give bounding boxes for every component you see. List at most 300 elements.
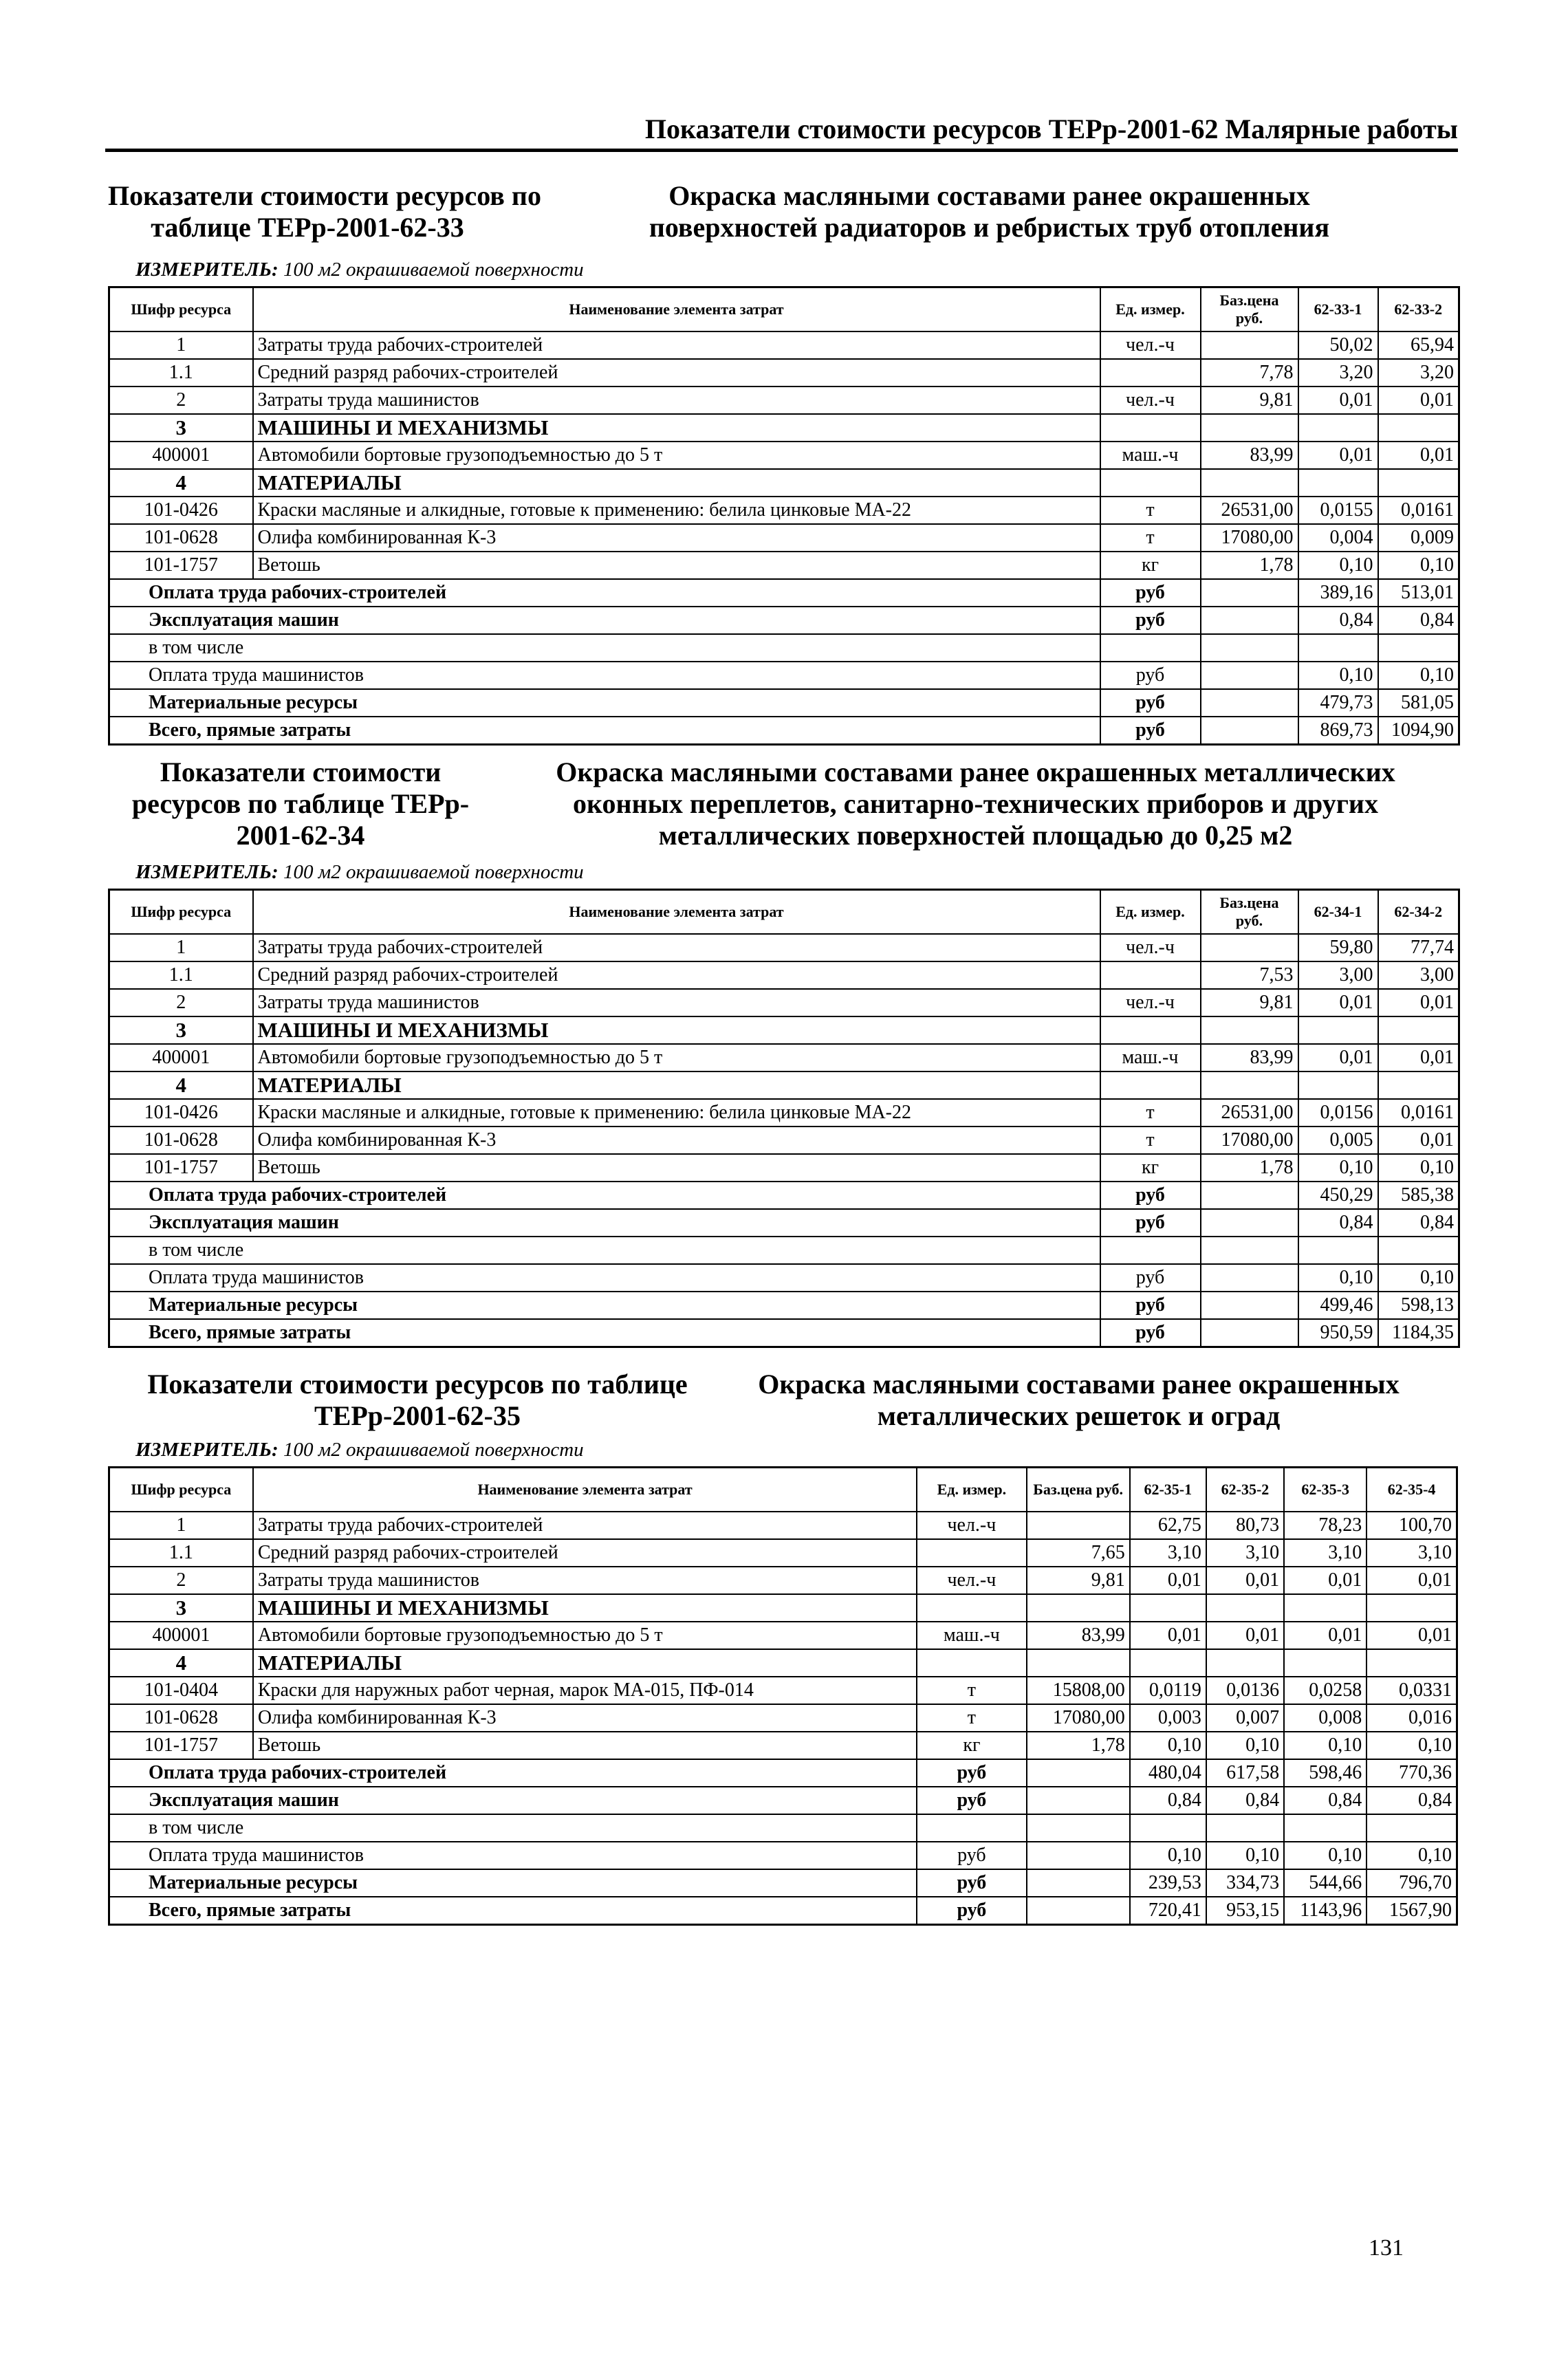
unit: т bbox=[1100, 1127, 1201, 1154]
norm-value: 0,84 bbox=[1298, 1209, 1378, 1237]
norm-value: 598,46 bbox=[1284, 1759, 1366, 1787]
summary-row bbox=[109, 1264, 1459, 1292]
table-row bbox=[109, 961, 1459, 989]
unit: руб bbox=[917, 1869, 1026, 1897]
unit bbox=[917, 1539, 1026, 1567]
norm-value bbox=[1366, 1594, 1457, 1622]
measure-value: 100 м2 окрашиваемой поверхности bbox=[278, 1439, 584, 1461]
resource-code: 400001 bbox=[109, 442, 253, 469]
title-line: Окраска масляными составами ранее окрашенных bbox=[758, 1369, 1400, 1400]
table-row bbox=[109, 934, 1459, 961]
norm-value: 0,0331 bbox=[1366, 1677, 1457, 1704]
section-row bbox=[109, 469, 1459, 497]
norm-value: 953,15 bbox=[1206, 1897, 1284, 1925]
base-price bbox=[1201, 1209, 1298, 1237]
norm-value bbox=[1366, 1649, 1457, 1677]
norm-value bbox=[1298, 414, 1378, 442]
norm-value: 0,01 bbox=[1298, 442, 1378, 469]
summary-name: Всего, прямые затраты bbox=[109, 1897, 917, 1925]
base-price: 83,99 bbox=[1201, 442, 1298, 469]
column-header: 62-34-2 bbox=[1378, 890, 1459, 935]
base-price: 83,99 bbox=[1027, 1622, 1130, 1649]
base-price bbox=[1201, 1319, 1298, 1347]
resource-table bbox=[108, 1466, 1458, 1926]
norm-value: 0,84 bbox=[1378, 1209, 1459, 1237]
norm-value: 0,003 bbox=[1130, 1704, 1206, 1732]
norm-value: 65,94 bbox=[1378, 331, 1459, 359]
norm-value: 0,10 bbox=[1130, 1732, 1206, 1759]
unit: руб bbox=[1100, 1264, 1201, 1292]
title-line: оконных переплетов, санитарно-технических приборов и других bbox=[573, 788, 1378, 819]
unit bbox=[1100, 414, 1201, 442]
resource-code: 2 bbox=[109, 1567, 253, 1594]
norm-value bbox=[1378, 1016, 1459, 1044]
unit bbox=[917, 1814, 1026, 1842]
norm-value: 0,10 bbox=[1284, 1732, 1366, 1759]
unit: руб bbox=[1100, 607, 1201, 634]
unit: маш.-ч bbox=[1100, 1044, 1201, 1071]
column-header: 62-33-2 bbox=[1378, 287, 1459, 332]
column-header: Ед. измер. bbox=[1100, 287, 1201, 332]
measure-label: ИЗМЕРИТЕЛЬ: bbox=[135, 1439, 279, 1461]
norm-value: 77,74 bbox=[1378, 934, 1459, 961]
base-price bbox=[1027, 1649, 1130, 1677]
norm-value: 1143,96 bbox=[1284, 1897, 1366, 1925]
column-header: Наименование элемента затрат bbox=[253, 287, 1100, 332]
unit: руб bbox=[917, 1759, 1026, 1787]
summary-row bbox=[109, 1787, 1457, 1814]
unit bbox=[917, 1594, 1026, 1622]
title-line: Показатели стоимости ресурсов по таблице bbox=[147, 1369, 688, 1400]
norm-value bbox=[1378, 634, 1459, 662]
summary-row bbox=[109, 1292, 1459, 1319]
table-title-right bbox=[521, 180, 1458, 243]
resource-code: 101-0426 bbox=[109, 497, 253, 524]
cost-element-name: МАШИНЫ И МЕХАНИЗМЫ bbox=[253, 1594, 917, 1622]
norm-value: 3,10 bbox=[1206, 1539, 1284, 1567]
summary-name: Материальные ресурсы bbox=[109, 1869, 917, 1897]
table-row bbox=[109, 387, 1459, 414]
summary-row bbox=[109, 689, 1459, 717]
unit: т bbox=[1100, 524, 1201, 552]
norm-value: 480,04 bbox=[1130, 1759, 1206, 1787]
column-header: Наименование элемента затрат bbox=[253, 890, 1100, 935]
norm-value: 0,01 bbox=[1298, 387, 1378, 414]
table-row bbox=[109, 1154, 1459, 1182]
table-row bbox=[109, 989, 1459, 1016]
norm-value: 0,84 bbox=[1378, 607, 1459, 634]
norm-value bbox=[1298, 469, 1378, 497]
norm-value bbox=[1284, 1814, 1366, 1842]
column-header: Баз.цена руб. bbox=[1201, 890, 1298, 935]
measure-unit bbox=[135, 860, 1458, 884]
table-title-right bbox=[699, 1369, 1458, 1432]
unit: руб bbox=[1100, 689, 1201, 717]
table-row bbox=[109, 1622, 1457, 1649]
cost-element-name: Средний разряд рабочих-строителей bbox=[253, 1539, 917, 1567]
norm-value: 3,10 bbox=[1130, 1539, 1206, 1567]
norm-value bbox=[1298, 1016, 1378, 1044]
title-line: ТЕРр-2001-62-35 bbox=[314, 1400, 521, 1431]
base-price: 26531,00 bbox=[1201, 1099, 1298, 1127]
resource-table bbox=[108, 286, 1460, 746]
summary-row bbox=[109, 634, 1459, 662]
column-header: Шифр ресурса bbox=[109, 1468, 253, 1512]
norm-value: 0,10 bbox=[1378, 1264, 1459, 1292]
base-price: 9,81 bbox=[1201, 387, 1298, 414]
measure-value: 100 м2 окрашиваемой поверхности bbox=[278, 861, 584, 883]
resource-code: 400001 bbox=[109, 1622, 253, 1649]
unit bbox=[917, 1649, 1026, 1677]
summary-row bbox=[109, 662, 1459, 689]
base-price bbox=[1201, 689, 1298, 717]
unit: руб bbox=[1100, 1319, 1201, 1347]
unit bbox=[1100, 1237, 1201, 1264]
norm-value: 0,84 bbox=[1284, 1787, 1366, 1814]
summary-row bbox=[109, 1869, 1457, 1897]
resource-code: 1 bbox=[109, 1512, 253, 1539]
base-price bbox=[1201, 469, 1298, 497]
resource-code: 4 bbox=[109, 1649, 253, 1677]
base-price bbox=[1027, 1897, 1130, 1925]
title-line: металлических решеток и оград bbox=[877, 1400, 1281, 1431]
resource-code: 1.1 bbox=[109, 359, 253, 387]
base-price: 83,99 bbox=[1201, 1044, 1298, 1071]
resource-code: 4 bbox=[109, 1071, 253, 1099]
norm-value: 239,53 bbox=[1130, 1869, 1206, 1897]
unit: чел.-ч bbox=[1100, 934, 1201, 961]
column-header: Ед. измер. bbox=[917, 1468, 1026, 1512]
section-row bbox=[109, 1071, 1459, 1099]
table-header-row bbox=[109, 890, 1459, 935]
cost-element-name: МАШИНЫ И МЕХАНИЗМЫ bbox=[253, 1016, 1100, 1044]
table-row bbox=[109, 1539, 1457, 1567]
resource-code: 2 bbox=[109, 989, 253, 1016]
column-header: Наименование элемента затрат bbox=[253, 1468, 917, 1512]
summary-name: Оплата труда машинистов bbox=[109, 1264, 1100, 1292]
table-title-left bbox=[108, 757, 493, 851]
norm-value: 544,66 bbox=[1284, 1869, 1366, 1897]
unit: руб bbox=[917, 1897, 1026, 1925]
base-price bbox=[1027, 1512, 1130, 1539]
section-row bbox=[109, 1649, 1457, 1677]
resource-code: 101-1757 bbox=[109, 1732, 253, 1759]
norm-value: 1094,90 bbox=[1378, 717, 1459, 745]
title-line: металлических поверхностей площадью до 0,25 м2 bbox=[658, 820, 1293, 851]
norm-value: 0,10 bbox=[1298, 662, 1378, 689]
norm-value bbox=[1298, 1071, 1378, 1099]
unit: руб bbox=[1100, 662, 1201, 689]
norm-value: 0,01 bbox=[1298, 1044, 1378, 1071]
norm-value bbox=[1130, 1814, 1206, 1842]
norm-value: 0,0258 bbox=[1284, 1677, 1366, 1704]
unit: маш.-ч bbox=[1100, 442, 1201, 469]
norm-value: 0,008 bbox=[1284, 1704, 1366, 1732]
base-price: 15808,00 bbox=[1027, 1677, 1130, 1704]
unit: руб bbox=[917, 1787, 1026, 1814]
norm-value: 0,01 bbox=[1206, 1567, 1284, 1594]
norm-value: 0,01 bbox=[1284, 1622, 1366, 1649]
column-header: 62-35-2 bbox=[1206, 1468, 1284, 1512]
norm-value: 3,00 bbox=[1298, 961, 1378, 989]
summary-name: Оплата труда рабочих-строителей bbox=[109, 579, 1100, 607]
cost-element-name: Затраты труда машинистов bbox=[253, 387, 1100, 414]
unit: маш.-ч bbox=[917, 1622, 1026, 1649]
resource-code: 2 bbox=[109, 387, 253, 414]
cost-element-name: Ветошь bbox=[253, 552, 1100, 579]
table-header-row bbox=[109, 1468, 1457, 1512]
summary-row bbox=[109, 1209, 1459, 1237]
norm-value: 869,73 bbox=[1298, 717, 1378, 745]
unit bbox=[1100, 359, 1201, 387]
norm-value: 0,01 bbox=[1298, 989, 1378, 1016]
title-line: 2001-62-34 bbox=[236, 820, 365, 851]
unit: чел.-ч bbox=[1100, 989, 1201, 1016]
table-row bbox=[109, 1099, 1459, 1127]
cost-element-name: Автомобили бортовые грузоподъемностью до 5 т bbox=[253, 1044, 1100, 1071]
summary-row bbox=[109, 1319, 1459, 1347]
table-title-left bbox=[108, 180, 541, 243]
cost-element-name: Средний разряд рабочих-строителей bbox=[253, 359, 1100, 387]
base-price: 7,65 bbox=[1027, 1539, 1130, 1567]
resource-code: 101-0628 bbox=[109, 1704, 253, 1732]
table-row bbox=[109, 1677, 1457, 1704]
title-line: Окраска масляными составами ранее окрашенных металлических bbox=[556, 757, 1395, 787]
norm-value bbox=[1206, 1594, 1284, 1622]
unit: т bbox=[1100, 497, 1201, 524]
norm-value: 0,10 bbox=[1130, 1842, 1206, 1869]
summary-name: Оплата труда машинистов bbox=[109, 1842, 917, 1869]
measure-unit bbox=[135, 1437, 1458, 1462]
norm-value: 0,007 bbox=[1206, 1704, 1284, 1732]
norm-value: 0,84 bbox=[1130, 1787, 1206, 1814]
norm-value bbox=[1206, 1649, 1284, 1677]
unit bbox=[1100, 1071, 1201, 1099]
table-row bbox=[109, 552, 1459, 579]
norm-value: 598,13 bbox=[1378, 1292, 1459, 1319]
norm-value: 0,01 bbox=[1284, 1567, 1366, 1594]
norm-value: 0,01 bbox=[1206, 1622, 1284, 1649]
norm-value: 1184,35 bbox=[1378, 1319, 1459, 1347]
summary-name: Всего, прямые затраты bbox=[109, 717, 1100, 745]
norm-value bbox=[1378, 1071, 1459, 1099]
unit: чел.-ч bbox=[917, 1512, 1026, 1539]
base-price: 1,78 bbox=[1201, 552, 1298, 579]
norm-value: 0,10 bbox=[1298, 1264, 1378, 1292]
resource-code: 101-1757 bbox=[109, 1154, 253, 1182]
norm-value: 334,73 bbox=[1206, 1869, 1284, 1897]
unit bbox=[1100, 961, 1201, 989]
page-number: 131 bbox=[1369, 2235, 1404, 2261]
cost-element-name: Затраты труда рабочих-строителей bbox=[253, 331, 1100, 359]
norm-value: 3,10 bbox=[1284, 1539, 1366, 1567]
norm-value: 720,41 bbox=[1130, 1897, 1206, 1925]
norm-value: 50,02 bbox=[1298, 331, 1378, 359]
unit: чел.-ч bbox=[1100, 387, 1201, 414]
norm-value: 0,009 bbox=[1378, 524, 1459, 552]
unit: руб bbox=[1100, 579, 1201, 607]
norm-value: 0,10 bbox=[1298, 552, 1378, 579]
resource-code: 101-0628 bbox=[109, 1127, 253, 1154]
resource-code: 3 bbox=[109, 414, 253, 442]
summary-name: в том числе bbox=[109, 1237, 1100, 1264]
summary-name: Оплата труда рабочих-строителей bbox=[109, 1759, 917, 1787]
norm-value: 0,84 bbox=[1298, 607, 1378, 634]
cost-element-name: Затраты труда машинистов bbox=[253, 1567, 917, 1594]
norm-value: 0,10 bbox=[1378, 662, 1459, 689]
base-price bbox=[1201, 1071, 1298, 1099]
norm-value: 0,0136 bbox=[1206, 1677, 1284, 1704]
base-price: 7,53 bbox=[1201, 961, 1298, 989]
norm-value: 0,10 bbox=[1206, 1842, 1284, 1869]
cost-element-name: МАТЕРИАЛЫ bbox=[253, 469, 1100, 497]
base-price bbox=[1027, 1759, 1130, 1787]
column-header: Баз.цена руб. bbox=[1201, 287, 1298, 332]
norm-value: 796,70 bbox=[1366, 1869, 1457, 1897]
resource-table-section-62-34 bbox=[108, 757, 1458, 1348]
table-header-row bbox=[109, 287, 1459, 332]
cost-element-name: Затраты труда машинистов bbox=[253, 989, 1100, 1016]
section-row bbox=[109, 1016, 1459, 1044]
summary-row bbox=[109, 717, 1459, 745]
resource-code: 101-1757 bbox=[109, 552, 253, 579]
norm-value: 3,10 bbox=[1366, 1539, 1457, 1567]
resource-table-section-62-35 bbox=[108, 1369, 1458, 1926]
summary-name: в том числе bbox=[109, 1814, 917, 1842]
norm-value: 0,0161 bbox=[1378, 497, 1459, 524]
resource-code: 101-0628 bbox=[109, 524, 253, 552]
table-row bbox=[109, 1044, 1459, 1071]
summary-name: Материальные ресурсы bbox=[109, 689, 1100, 717]
norm-value bbox=[1298, 634, 1378, 662]
base-price: 17080,00 bbox=[1027, 1704, 1130, 1732]
base-price bbox=[1201, 1182, 1298, 1209]
column-header: Шифр ресурса bbox=[109, 890, 253, 935]
base-price: 17080,00 bbox=[1201, 524, 1298, 552]
cost-element-name: МАШИНЫ И МЕХАНИЗМЫ bbox=[253, 414, 1100, 442]
norm-value: 617,58 bbox=[1206, 1759, 1284, 1787]
cost-element-name: Олифа комбинированная К-3 bbox=[253, 1704, 917, 1732]
norm-value: 0,84 bbox=[1206, 1787, 1284, 1814]
unit: т bbox=[1100, 1099, 1201, 1127]
summary-row bbox=[109, 1897, 1457, 1925]
norm-value bbox=[1378, 469, 1459, 497]
title-line: Окраска масляными составами ранее окрашенных bbox=[668, 180, 1310, 211]
table-row bbox=[109, 524, 1459, 552]
cost-element-name: Краски для наружных работ черная, марок МА-015, ПФ-014 bbox=[253, 1677, 917, 1704]
base-price bbox=[1027, 1814, 1130, 1842]
norm-value: 0,0119 bbox=[1130, 1677, 1206, 1704]
resource-table-section-62-33 bbox=[108, 180, 1458, 746]
norm-value: 950,59 bbox=[1298, 1319, 1378, 1347]
measure-value: 100 м2 окрашиваемой поверхности bbox=[278, 259, 584, 281]
norm-value bbox=[1130, 1649, 1206, 1677]
base-price bbox=[1201, 414, 1298, 442]
norm-value: 479,73 bbox=[1298, 689, 1378, 717]
norm-value: 585,38 bbox=[1378, 1182, 1459, 1209]
base-price: 9,81 bbox=[1027, 1567, 1130, 1594]
base-price bbox=[1201, 634, 1298, 662]
cost-element-name: Ветошь bbox=[253, 1732, 917, 1759]
unit: чел.-ч bbox=[917, 1567, 1026, 1594]
norm-value: 0,005 bbox=[1298, 1127, 1378, 1154]
norm-value: 0,10 bbox=[1298, 1154, 1378, 1182]
norm-value: 581,05 bbox=[1378, 689, 1459, 717]
norm-value bbox=[1284, 1594, 1366, 1622]
base-price bbox=[1201, 662, 1298, 689]
measure-label: ИЗМЕРИТЕЛЬ: bbox=[135, 861, 279, 883]
norm-value: 0,01 bbox=[1366, 1622, 1457, 1649]
norm-value: 0,01 bbox=[1378, 387, 1459, 414]
table-row bbox=[109, 1127, 1459, 1154]
norm-value bbox=[1378, 414, 1459, 442]
unit: руб bbox=[1100, 1209, 1201, 1237]
summary-name: Оплата труда рабочих-строителей bbox=[109, 1182, 1100, 1209]
title-line: таблице ТЕРр-2001-62-33 bbox=[151, 212, 464, 243]
table-row bbox=[109, 1704, 1457, 1732]
norm-value: 0,01 bbox=[1378, 1127, 1459, 1154]
norm-value: 513,01 bbox=[1378, 579, 1459, 607]
table-row bbox=[109, 1512, 1457, 1539]
norm-value: 0,10 bbox=[1366, 1842, 1457, 1869]
unit: т bbox=[917, 1704, 1026, 1732]
base-price bbox=[1027, 1842, 1130, 1869]
cost-element-name: Краски масляные и алкидные, готовые к применению: белила цинковые МА-22 bbox=[253, 497, 1100, 524]
norm-value bbox=[1206, 1814, 1284, 1842]
resource-code: 101-0426 bbox=[109, 1099, 253, 1127]
summary-name: Эксплуатация машин bbox=[109, 1787, 917, 1814]
summary-row bbox=[109, 579, 1459, 607]
norm-value: 0,01 bbox=[1366, 1567, 1457, 1594]
resource-code: 1 bbox=[109, 331, 253, 359]
base-price bbox=[1201, 579, 1298, 607]
resource-code: 101-0404 bbox=[109, 1677, 253, 1704]
cost-element-name: Автомобили бортовые грузоподъемностью до 5 т bbox=[253, 1622, 917, 1649]
norm-value: 80,73 bbox=[1206, 1512, 1284, 1539]
unit: кг bbox=[917, 1732, 1026, 1759]
norm-value: 450,29 bbox=[1298, 1182, 1378, 1209]
table-row bbox=[109, 442, 1459, 469]
resource-code: 4 bbox=[109, 469, 253, 497]
summary-name: в том числе bbox=[109, 634, 1100, 662]
base-price bbox=[1027, 1787, 1130, 1814]
base-price bbox=[1201, 1016, 1298, 1044]
column-header: 62-33-1 bbox=[1298, 287, 1378, 332]
cost-element-name: Затраты труда рабочих-строителей bbox=[253, 934, 1100, 961]
norm-value: 0,01 bbox=[1130, 1622, 1206, 1649]
table-row bbox=[109, 1567, 1457, 1594]
summary-name: Эксплуатация машин bbox=[109, 1209, 1100, 1237]
norm-value: 0,0161 bbox=[1378, 1099, 1459, 1127]
title-line: ресурсов по таблице ТЕРр- bbox=[131, 788, 470, 819]
resource-code: 1 bbox=[109, 934, 253, 961]
base-price bbox=[1201, 1292, 1298, 1319]
cost-element-name: Краски масляные и алкидные, готовые к применению: белила цинковые МА-22 bbox=[253, 1099, 1100, 1127]
cost-element-name: Олифа комбинированная К-3 bbox=[253, 524, 1100, 552]
unit bbox=[1100, 634, 1201, 662]
measure-label: ИЗМЕРИТЕЛЬ: bbox=[135, 259, 279, 281]
base-price bbox=[1201, 1264, 1298, 1292]
cost-element-name: Средний разряд рабочих-строителей bbox=[253, 961, 1100, 989]
summary-row bbox=[109, 1182, 1459, 1209]
norm-value: 100,70 bbox=[1366, 1512, 1457, 1539]
title-line: Показатели стоимости bbox=[160, 757, 442, 787]
base-price bbox=[1201, 607, 1298, 634]
unit bbox=[1100, 1016, 1201, 1044]
base-price bbox=[1027, 1594, 1130, 1622]
unit: чел.-ч bbox=[1100, 331, 1201, 359]
column-header: 62-35-1 bbox=[1130, 1468, 1206, 1512]
